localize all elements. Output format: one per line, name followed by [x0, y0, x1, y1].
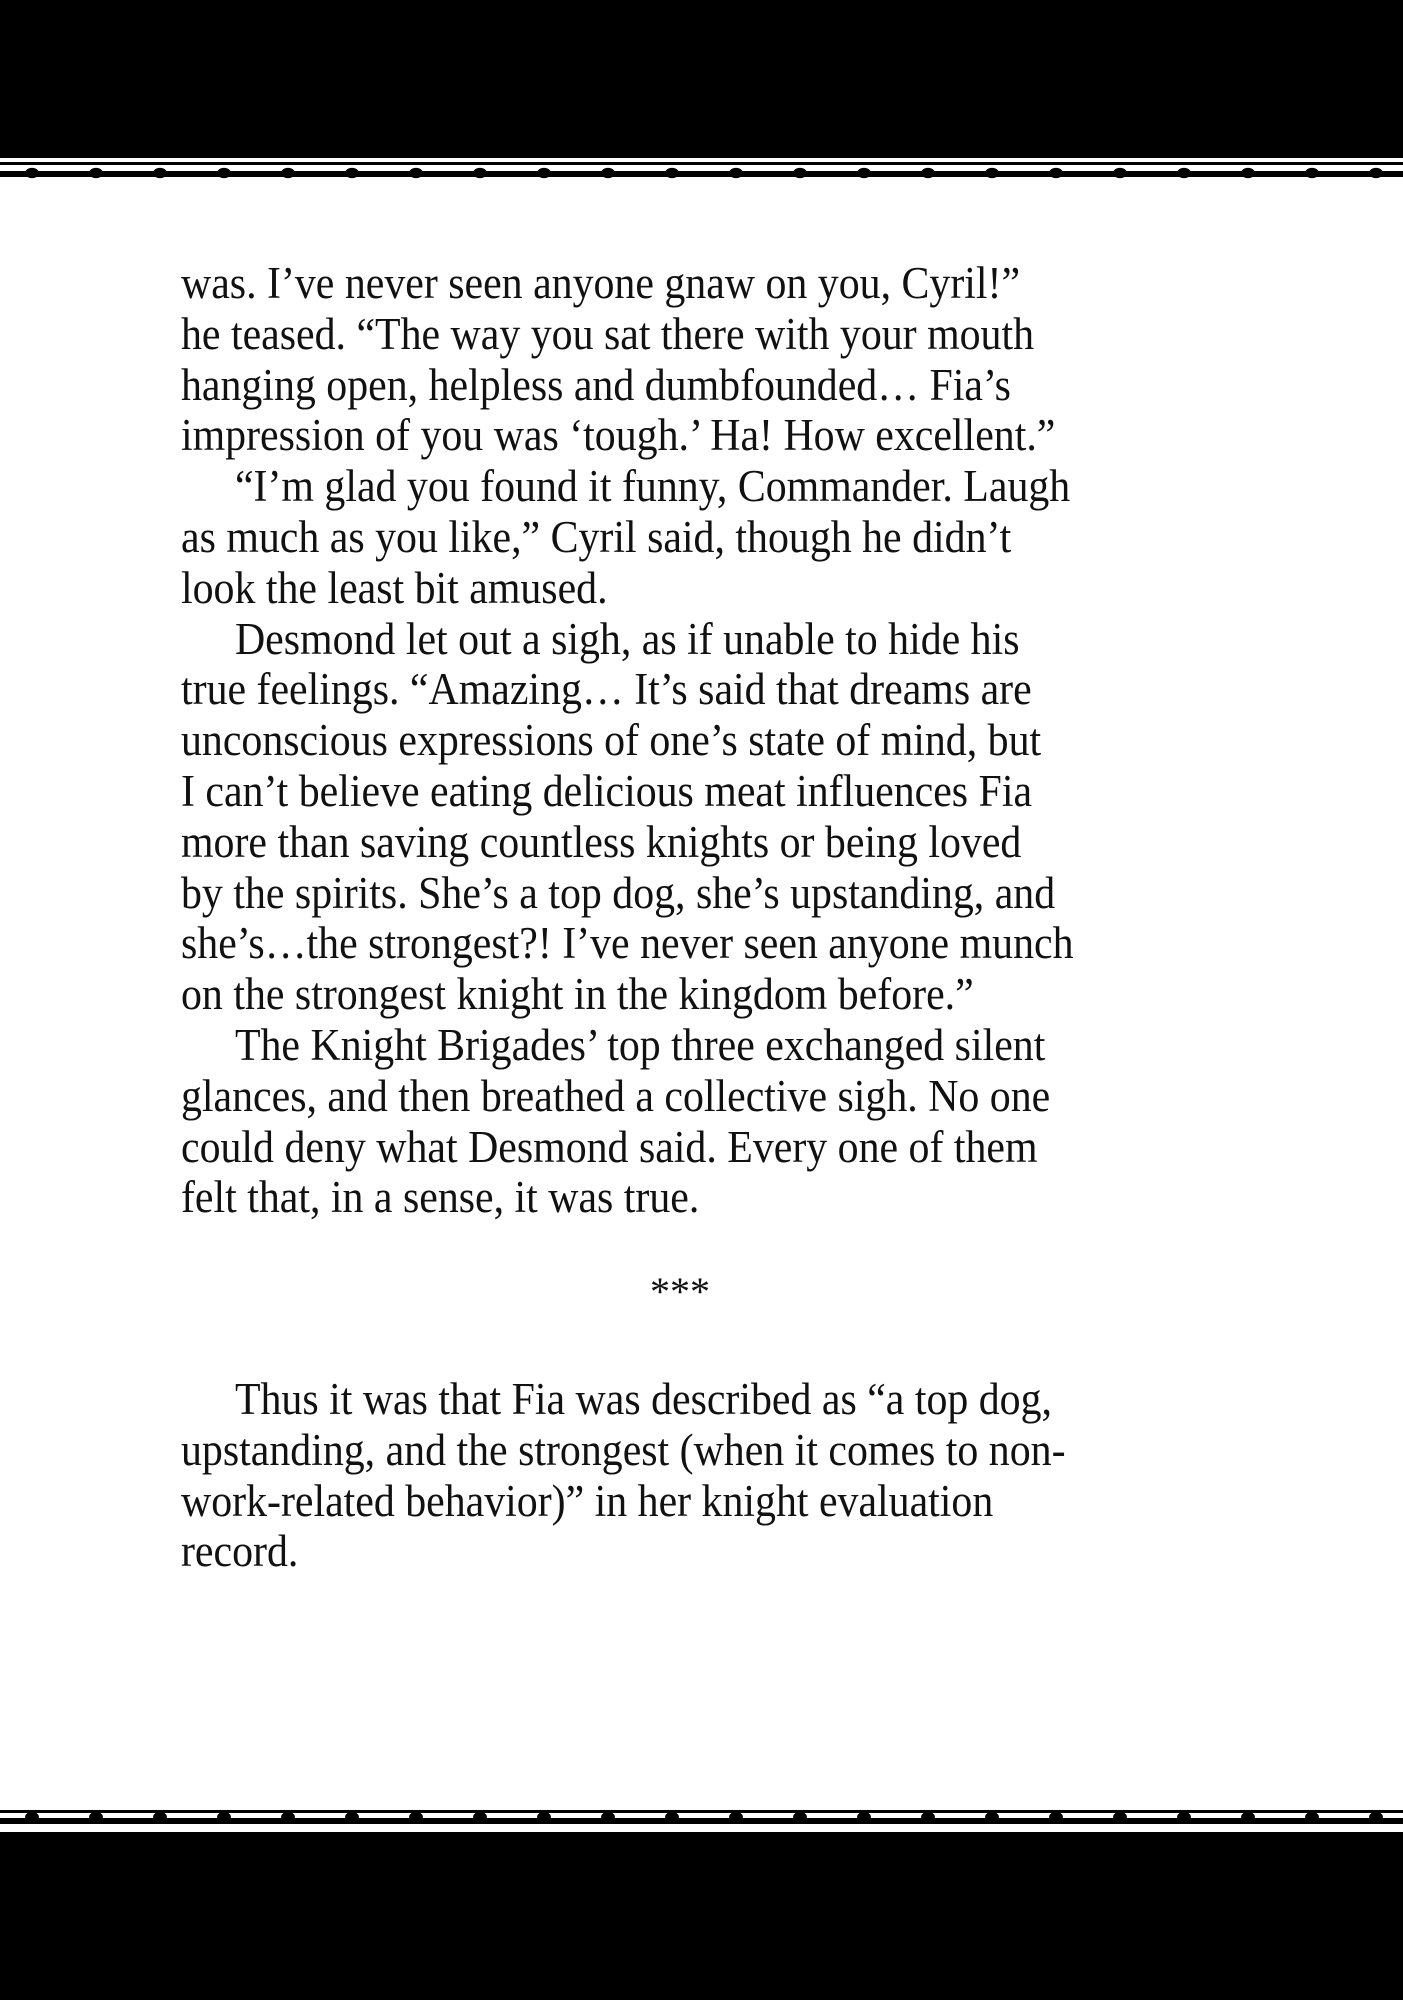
text-line: “I’m glad you found it funny, Commander. Laugh — [234, 461, 1071, 512]
top-ornamental-border — [0, 158, 1403, 186]
text-line: on the strongest knight in the kingdom before.” — [181, 969, 974, 1020]
text-line: by the spirits. She’s a top dog, she’s upstanding, and — [181, 867, 1056, 918]
text-line: she’s…the strongest?! I’ve never seen anyone munch — [181, 918, 1074, 969]
text-line: true feelings. “Amazing… It’s said that dreams are — [181, 664, 1032, 715]
text-line: Thus it was that Fia was described as “a top dog, — [234, 1374, 1053, 1424]
top-black-band — [0, 0, 1403, 158]
text-line: The Knight Brigades’ top three exchanged silent — [234, 1019, 1046, 1070]
text-line: work-related behavior)” in her knight evaluation — [181, 1475, 994, 1526]
text-line: I can’t believe eating delicious meat influences Fia — [181, 765, 1033, 816]
text-line: as much as you like,” Cyril said, though he didn’t — [181, 511, 1012, 562]
separator-asterisks: *** — [650, 1269, 710, 1314]
text-line: impression of you was ‘tough.’ Ha! How excellent.” — [181, 410, 1056, 461]
body-text-block-2 — [181, 1374, 1211, 1577]
text-line: look the least bit amused. — [181, 562, 608, 613]
text-line: he teased. “The way you sat there with your mouth — [181, 308, 1035, 359]
text-line: record. — [181, 1526, 299, 1577]
text-line: glances, and then breathed a collective sigh. No one — [181, 1070, 1051, 1121]
bottom-ornamental-border — [0, 1804, 1403, 1832]
body-text-block-1 — [181, 258, 1211, 1223]
bottom-black-band — [0, 1832, 1403, 2000]
text-line: could deny what Desmond said. Every one of them — [181, 1121, 1038, 1172]
text-line: was. I’ve never seen anyone gnaw on you, Cyril!” — [181, 258, 1021, 308]
fleur-ornament-icon — [0, 162, 1403, 184]
text-line: felt that, in a sense, it was true. — [181, 1172, 700, 1223]
text-line: more than saving countless knights or being loved — [181, 816, 1022, 867]
fleur-ornament-icon — [0, 1806, 1403, 1828]
text-line: Desmond let out a sigh, as if unable to hide his — [234, 613, 1020, 664]
text-line: unconscious expressions of one’s state of mind, but — [181, 715, 1042, 766]
text-line: hanging open, helpless and dumbfounded… Fia’s — [181, 359, 1011, 410]
text-line: upstanding, and the strongest (when it comes to non- — [181, 1424, 1066, 1475]
